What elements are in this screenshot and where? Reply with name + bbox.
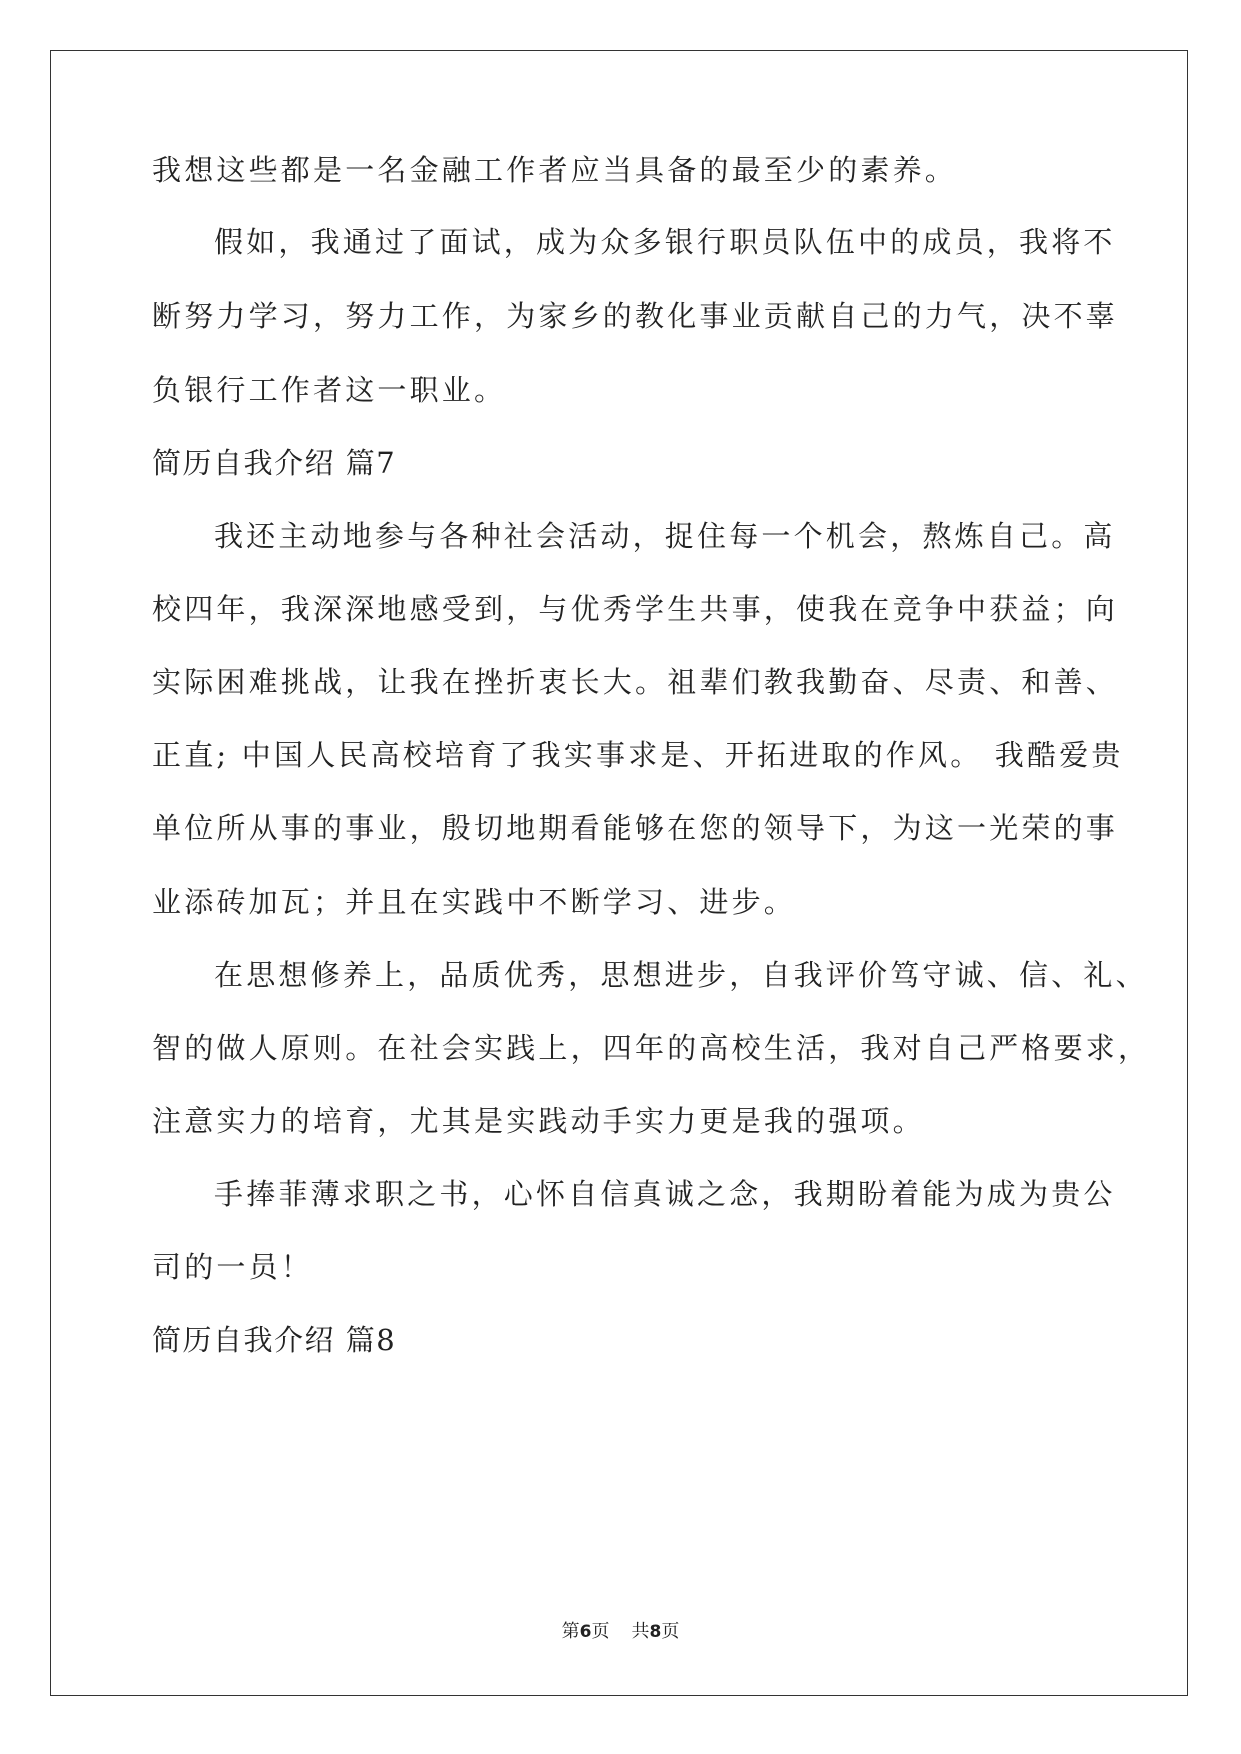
paragraph-line: 司的一员！ (152, 1250, 314, 1284)
section-heading: 简历自我介绍 篇8 (152, 1323, 397, 1357)
paragraph-line: 智的做人原则。在社会实践上，四年的高校生活，我对自己严格要求， (152, 1031, 1151, 1065)
paragraph-line: 实际困难挑战，让我在挫折衷长大。祖辈们教我勤奋、尽责、和善、 (152, 665, 1119, 699)
section-heading: 简历自我介绍 篇7 (152, 446, 397, 480)
paragraph-line: 注意实力的培育，尤其是实践动手实力更是我的强项。 (152, 1104, 925, 1138)
page-suffix: 页 (591, 1621, 610, 1642)
page-footer (0, 1620, 1241, 1644)
paragraph-line: 断努力学习，努力工作，为家乡的教化事业贡献自己的力气，决不辜 (152, 299, 1119, 333)
total-prefix: 共 (631, 1621, 650, 1642)
paragraph-line: 我还主动地参与各种社会活动，捉住每一个机会，熬炼自己。高 (214, 519, 1116, 553)
paragraph-line: 手捧菲薄求职之书，心怀自信真诚之念，我期盼着能为成为贵公 (214, 1177, 1116, 1211)
paragraph-line: 业添砖加瓦；并且在实践中不断学习、进步。 (152, 885, 797, 919)
total-suffix: 页 (661, 1621, 680, 1642)
paragraph-line: 在思想修养上，品质优秀，思想进步，自我评价笃守诚、信、礼、 (214, 958, 1148, 992)
paragraph-line: 单位所从事的事业，殷切地期看能够在您的领导下，为这一光荣的事 (152, 811, 1119, 845)
page-number: 6 (579, 1622, 592, 1642)
page-prefix: 第 (561, 1621, 580, 1642)
paragraph-line: 校四年，我深深地感受到，与优秀学生共事，使我在竞争中获益；向 (152, 592, 1119, 626)
paragraph-line: 负银行工作者这一职业。 (152, 373, 507, 407)
paragraph-line: 假如，我通过了面试，成为众多银行职员队伍中的成员，我将不 (214, 225, 1116, 259)
paragraph-line: 我想这些都是一名金融工作者应当具备的最至少的素养。 (152, 153, 958, 187)
paragraph-line: 正直; 中国人民高校培育了我实事求是、开拓进取的作风。 我酷爱贵 (152, 738, 1124, 772)
total-pages: 8 (649, 1622, 662, 1642)
